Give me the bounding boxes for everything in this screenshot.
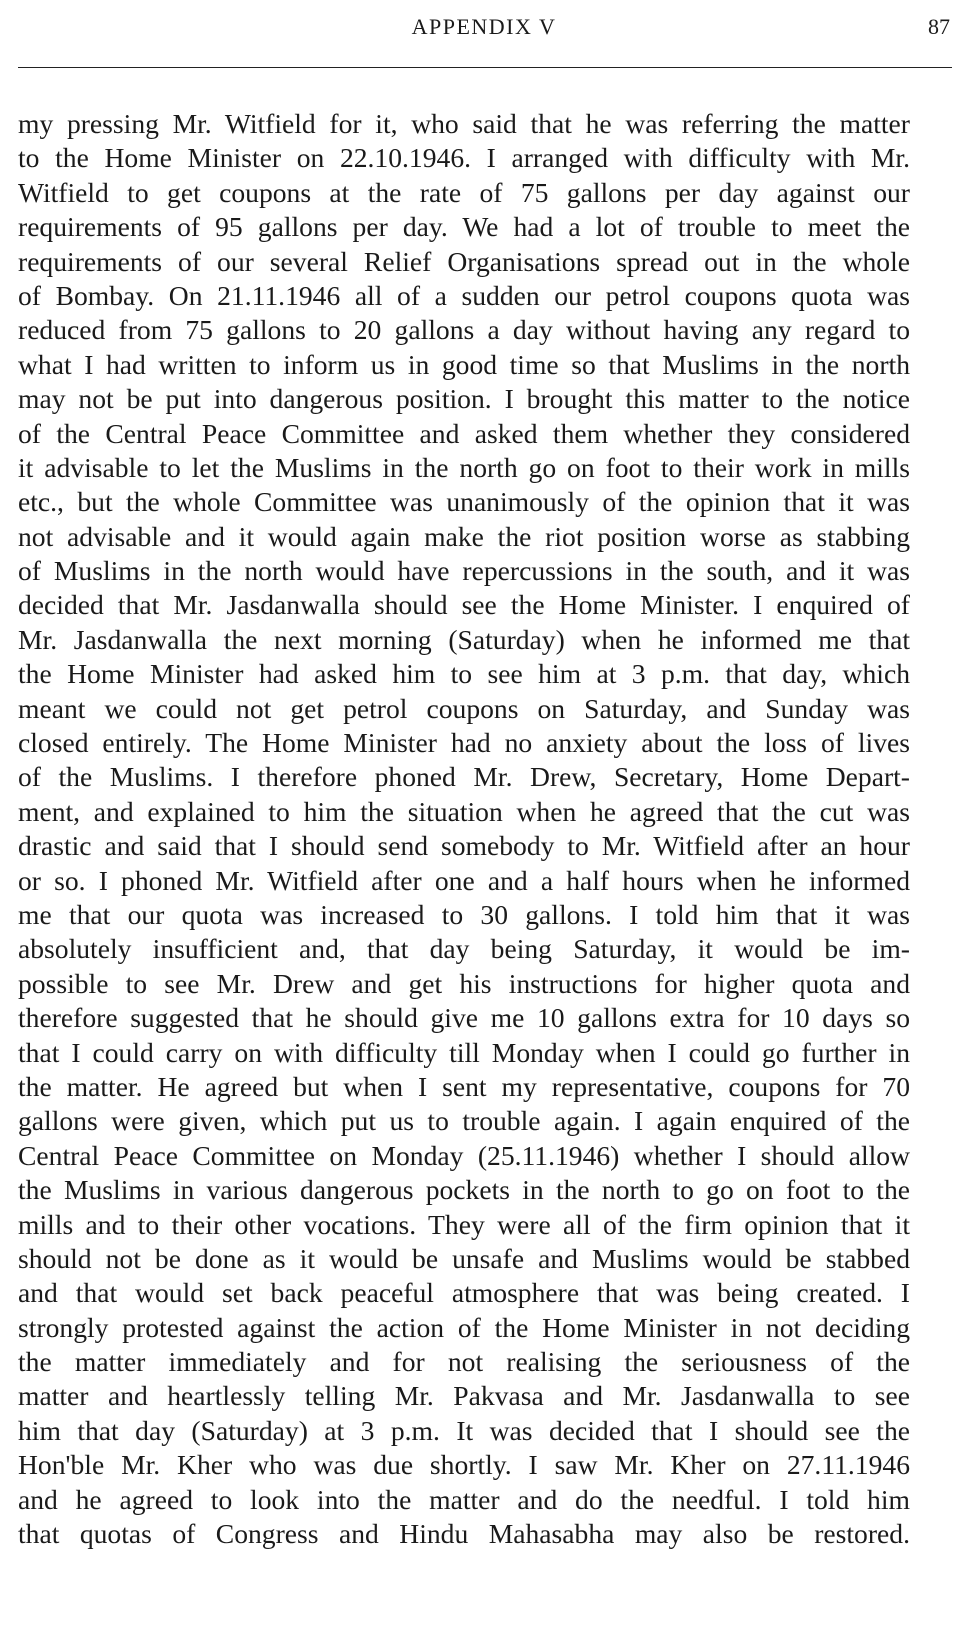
text-line: it advisable to let the Muslims in the north go on foot to their work in mills [18,451,910,483]
text-line: drastic and said that I should send somebody to Mr. Witfield after an hour [18,830,910,862]
text-line: the Home Minister had asked him to see him at 3 p.m. that day, which [18,658,910,690]
text-line: strongly protested against the action of the Home Minister in not deciding [18,1311,910,1343]
running-header [18,14,950,54]
text-line: Mr. Jasdanwalla the next morning (Saturday) when he informed me that [18,623,910,655]
text-line: that quotas of Congress and Hindu Mahasabha may also be restored. [18,1518,910,1550]
text-line: not advisable and it would again make the riot position worse as stabbing [18,520,910,552]
text-line: of the Muslims. I therefore phoned Mr. Drew, Secretary, Home Depart- [18,761,910,793]
text-line: therefore suggested that he should give me 10 gallons extra for 10 days so [18,1002,910,1034]
text-line: Central Peace Committee on Monday (25.11.1946) whether I should allow [18,1139,910,1171]
text-line: etc., but the whole Committee was unanimously of the opinion that it was [18,486,910,518]
text-line: mills and to their other vocations. They were all of the firm opinion that it [18,1208,910,1240]
text-line: of Bombay. On 21.11.1946 all of a sudden our petrol coupons quota was [18,279,910,311]
text-line: that I could carry on with difficulty till Monday when I could go further in [18,1036,910,1068]
text-line: matter and heartlessly telling Mr. Pakvasa and Mr. Jasdanwalla to see [18,1380,910,1412]
text-line: the Muslims in various dangerous pockets in the north to go on foot to the [18,1174,910,1206]
text-line: meant we could not get petrol coupons on Saturday, and Sunday was [18,692,910,724]
page-number: 87 [928,14,950,39]
text-line: absolutely insufficient and, that day being Saturday, it would be im- [18,933,910,965]
text-line: Hon'ble Mr. Kher who was due shortly. I saw Mr. Kher on 27.11.1946 [18,1449,910,1481]
text-line: and he agreed to look into the matter and do the needful. I told him [18,1483,910,1515]
text-line: requirements of 95 gallons per day. We had a lot of trouble to meet the [18,211,910,243]
text-line: should not be done as it would be unsafe and Muslims would be stabbed [18,1242,910,1274]
header-rule [18,67,952,68]
text-line: my pressing Mr. Witfield for it, who said that he was referring the matter [18,108,910,139]
text-line: requirements of our several Relief Organisations spread out in the whole [18,245,910,277]
text-line: or so. I phoned Mr. Witfield after one and a half hours when he informed [18,864,910,896]
text-line: the matter. He agreed but when I sent my representative, coupons for 70 [18,1070,910,1102]
text-line: and that would set back peaceful atmosphere that was being created. I [18,1277,910,1309]
text-line: the matter immediately and for not realising the seriousness of the [18,1346,910,1378]
text-line: of the Central Peace Committee and asked them whether they considered [18,417,910,449]
text-line: of Muslims in the north would have repercussions in the south, and it was [18,555,910,587]
text-line: Witfield to get coupons at the rate of 75 gallons per day against our [18,176,910,208]
text-line: what I had written to inform us in good time so that Muslims in the north [18,348,910,380]
body-paragraph [18,107,910,1551]
text-line: possible to see Mr. Drew and get his instructions for higher quota and [18,967,910,999]
chapter-title: APPENDIX V [411,14,557,39]
text-line: closed entirely. The Home Minister had no anxiety about the loss of lives [18,727,910,759]
text-line: to the Home Minister on 22.10.1946. I arranged with difficulty with Mr. [18,142,910,174]
text-line: decided that Mr. Jasdanwalla should see the Home Minister. I enquired of [18,589,910,621]
text-line: me that our quota was increased to 30 gallons. I told him that it was [18,898,910,930]
text-line: him that day (Saturday) at 3 p.m. It was decided that I should see the [18,1414,910,1446]
text-line: may not be put into dangerous position. I brought this matter to the notice [18,383,910,415]
text-line: reduced from 75 gallons to 20 gallons a day without having any regard to [18,314,910,346]
text-line: gallons were given, which put us to trouble again. I again enquired of the [18,1105,910,1137]
text-line: ment, and explained to him the situation when he agreed that the cut was [18,795,910,827]
